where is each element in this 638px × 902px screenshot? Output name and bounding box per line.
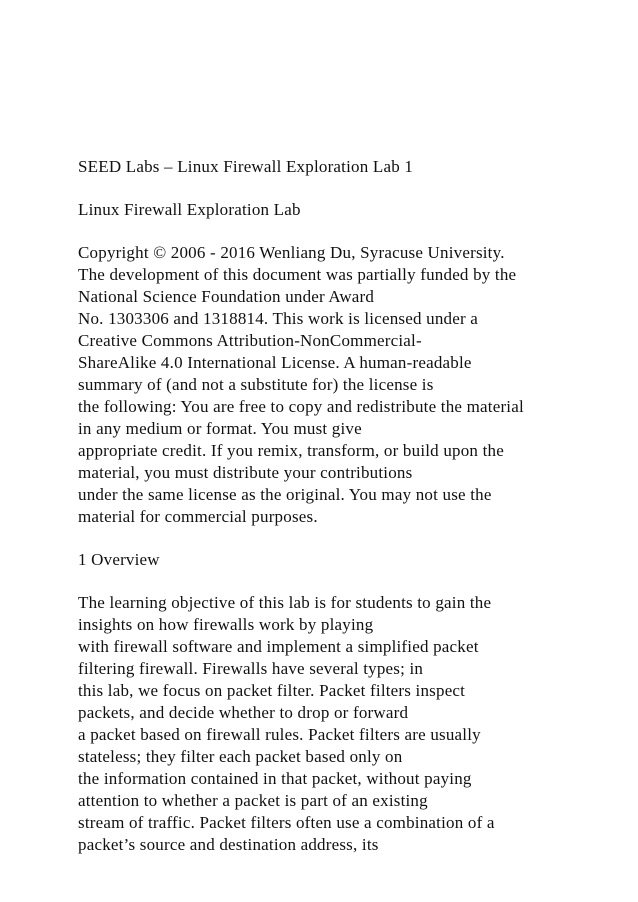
paragraph-line: The learning objective of this lab is for students to gain the — [78, 593, 492, 612]
paragraph-line: The development of this document was partially funded by the — [78, 265, 517, 284]
document-header: SEED Labs – Linux Firewall Exploration Lab 1 — [78, 157, 414, 176]
document-title: Linux Firewall Exploration Lab — [78, 200, 301, 219]
paragraph-line: the following: You are free to copy and redistribute the material — [78, 397, 524, 416]
paragraph-line: appropriate credit. If you remix, transform, or build upon the — [78, 441, 504, 460]
paragraph-line: a packet based on firewall rules. Packet filters are usually — [78, 725, 481, 744]
spacer — [78, 528, 618, 549]
paragraph-line: No. 1303306 and 1318814. This work is licensed under a — [78, 309, 479, 328]
section-heading: 1 Overview — [78, 550, 160, 569]
spacer — [78, 571, 618, 592]
paragraph-line: with firewall software and implement a simplified packet — [78, 637, 479, 656]
overview-paragraph — [78, 592, 618, 856]
paragraph-line: packet’s source and destination address, its — [78, 835, 379, 854]
paragraph-line: attention to whether a packet is part of an existing — [78, 791, 428, 810]
paragraph-line: packets, and decide whether to drop or forward — [78, 703, 409, 722]
paragraph-line: material, you must distribute your contributions — [78, 463, 413, 482]
paragraph-line: ShareAlike 4.0 International License. A human-readable — [78, 353, 472, 372]
paragraph-line: stateless; they filter each packet based only on — [78, 747, 403, 766]
document-body — [78, 156, 618, 856]
spacer — [78, 221, 618, 242]
spacer — [78, 178, 618, 199]
paragraph-line: stream of traffic. Packet filters often use a combination of a — [78, 813, 495, 832]
paragraph-line: in any medium or format. You must give — [78, 419, 362, 438]
paragraph-line: this lab, we focus on packet filter. Packet filters inspect — [78, 681, 466, 700]
paragraph-line: insights on how firewalls work by playing — [78, 615, 374, 634]
paragraph-line: Creative Commons Attribution-NonCommercial- — [78, 331, 422, 350]
copyright-paragraph — [78, 242, 618, 528]
paragraph-line: under the same license as the original. You may not use the — [78, 485, 492, 504]
paragraph-line: Copyright © 2006 - 2016 Wenliang Du, Syracuse University. — [78, 243, 505, 262]
paragraph-line: material for commercial purposes. — [78, 507, 318, 526]
paragraph-line: the information contained in that packet, without paying — [78, 769, 472, 788]
paragraph-line: filtering firewall. Firewalls have several types; in — [78, 659, 424, 678]
paragraph-line: summary of (and not a substitute for) the license is — [78, 375, 434, 394]
paragraph-line: National Science Foundation under Award — [78, 287, 375, 306]
